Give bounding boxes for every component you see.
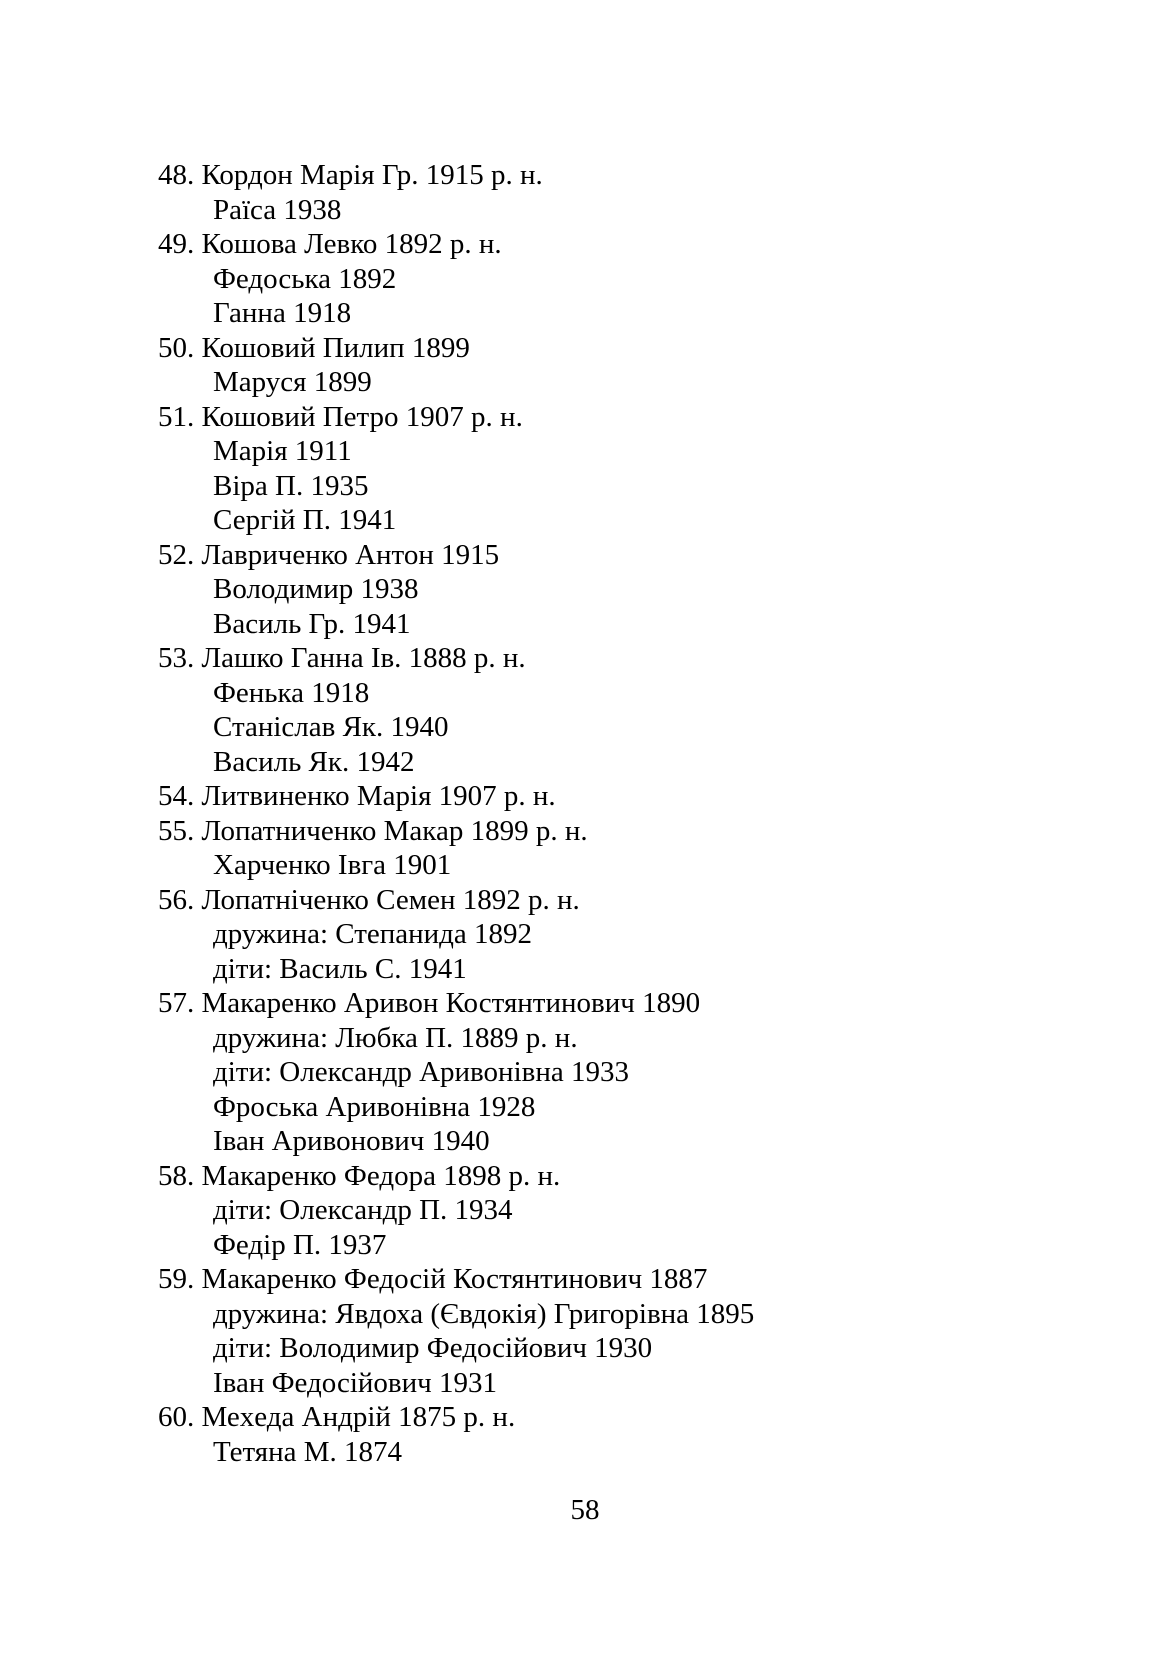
entry-head: 59. Макаренко Федосій Костянтинович 1887 bbox=[158, 1263, 708, 1295]
entry-member: дружина: Явдоха (Євдокія) Григорівна 1895 bbox=[213, 1297, 755, 1330]
entry-member: Харченко Івга 1901 bbox=[213, 849, 452, 881]
entry-member: Іван Федосійович 1931 bbox=[213, 1366, 497, 1399]
entry-head: 53. Лашко Ганна Ів. 1888 р. н. bbox=[158, 642, 526, 674]
entry-member: Фенька 1918 bbox=[213, 676, 370, 709]
entry-member: Віра П. 1935 bbox=[213, 469, 369, 502]
page-number: 58 bbox=[570, 1494, 600, 1526]
entry-member: Федоська 1892 bbox=[213, 262, 397, 295]
entry-head: 60. Меxеда Андрій 1875 р. н. bbox=[158, 1401, 516, 1433]
entry-member: Федір П. 1937 bbox=[213, 1228, 387, 1261]
entry-member: діти: Олександр П. 1934 bbox=[213, 1194, 513, 1226]
entry-head: 56. Лопатніченко Семен 1892 р. н. bbox=[158, 883, 580, 916]
entry-member: Василь Як. 1942 bbox=[213, 745, 415, 778]
entry-head: 49. Кошова Левко 1892 р. н. bbox=[158, 228, 502, 260]
entry-member: Марія 1911 bbox=[213, 435, 352, 467]
entry-member: Сергій П. 1941 bbox=[213, 504, 397, 536]
entry-head: 51. Кошовий Петро 1907 р. н. bbox=[158, 400, 523, 433]
entry-member: Фроська Аривонівна 1928 bbox=[213, 1090, 536, 1123]
entry-member: діти: Василь С. 1941 bbox=[213, 952, 467, 985]
entry-member: дружина: Любка П. 1889 р. н. bbox=[213, 1021, 578, 1054]
entry-member: Василь Гр. 1941 bbox=[213, 607, 411, 640]
entry-head: 52. Лавриченко Антон 1915 bbox=[158, 538, 500, 571]
entry-member: Володимир 1938 bbox=[213, 573, 419, 605]
entry-member: Раїса 1938 bbox=[213, 193, 342, 226]
entry-member: Тетяна М. 1874 bbox=[213, 1435, 403, 1468]
entry-member: дружина: Степанида 1892 bbox=[213, 918, 533, 950]
entry-member: Іван Аривонович 1940 bbox=[213, 1125, 490, 1157]
entry-head: 55. Лопатниченко Макар 1899 р. н. bbox=[158, 814, 588, 847]
entry-head: 58. Макаренко Федора 1898 р. н. bbox=[158, 1159, 561, 1192]
entry-member: Ганна 1918 bbox=[213, 297, 352, 329]
household-list bbox=[158, 158, 754, 1469]
entry-member: Станіслав Як. 1940 bbox=[213, 711, 449, 743]
entry-member: Маруся 1899 bbox=[213, 366, 372, 398]
entry-head: 54. Литвиненко Марія 1907 р. н. bbox=[158, 780, 556, 812]
entry-head: 57. Макаренко Аривон Костянтинович 1890 bbox=[158, 987, 701, 1019]
entry-head: 48. Кордон Марія Гр. 1915 р. н. bbox=[158, 159, 543, 191]
entry-member: діти: Володимир Федосійович 1930 bbox=[213, 1332, 653, 1364]
entry-head: 50. Кошовий Пилип 1899 bbox=[158, 331, 470, 364]
entry-member: діти: Олександр Аривонівна 1933 bbox=[213, 1056, 629, 1088]
